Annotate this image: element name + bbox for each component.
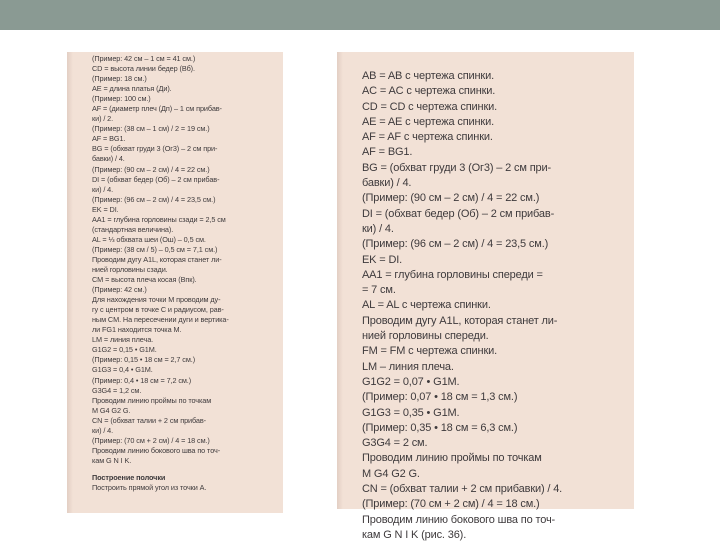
section-heading: Построение полочки: [92, 472, 166, 482]
text-line: ки) / 4.: [92, 425, 114, 435]
text-line: Проводим дугу A1L, которая станет ли-: [92, 254, 222, 264]
text-line: G1G3 = 0,4 • G1M.: [92, 365, 153, 375]
text-line: бавки) / 4.: [362, 177, 412, 190]
section-text: Построить прямой угол из точки A.: [92, 482, 207, 492]
text-line: нией горловины сзади.: [92, 264, 168, 274]
text-line: G1G3 = 0,35 • G1M.: [362, 406, 460, 419]
text-line: кам G N I K (рис. 36).: [362, 528, 467, 541]
text-line: (Пример: (90 см – 2 см) / 4 = 22 см.): [362, 192, 540, 205]
text-line: нией горловины спереди.: [362, 330, 489, 343]
text-line: AE = длина платья (Ди).: [92, 84, 172, 94]
text-line: (стандартная величина).: [92, 224, 174, 234]
text-line: AC = AC с чертежа спинки.: [362, 85, 496, 98]
text-line: бавки) / 4.: [92, 154, 125, 164]
text-line: CM = высота плеча косая (Впк).: [92, 275, 197, 285]
text-line: ным CM. На пересечении дуги и вертика-: [92, 315, 229, 325]
text-line: AA1 = глубина горловины спереди =: [362, 268, 543, 281]
text-line: (Пример: (96 см – 2 см) / 4 = 23,5 см.): [362, 238, 549, 251]
page-edge-shadow: [67, 52, 73, 513]
right-page-text: [337, 52, 634, 543]
text-line: ли FG1 находится точка M.: [92, 325, 182, 335]
text-line: G1G2 = 0,07 • G1M.: [362, 375, 460, 388]
text-line: AL = ⅓ обхвата шеи (Ош) – 0,5 см.: [92, 234, 206, 244]
text-line: G3G4 = 2 см.: [362, 437, 428, 450]
text-line: (Пример: (96 см – 2 см) / 4 = 23,5 см.): [92, 194, 216, 204]
text-line: CD = высота линии бедер (Вб).: [92, 64, 195, 74]
text-line: LM – линия плеча.: [362, 360, 454, 373]
text-line: G1G2 = 0,15 • G1M.: [92, 345, 157, 355]
text-line: CN = (обхват талии + 2 см прибав-: [92, 415, 206, 425]
text-line: Проводим линию проймы по точкам: [362, 452, 542, 465]
text-line: Проводим дугу A1L, которая станет ли-: [362, 314, 558, 327]
text-line: (Пример: 0,07 • 18 см = 1,3 см.): [362, 391, 518, 404]
text-line: (Пример: (70 см + 2 см) / 4 = 18 см.): [362, 498, 540, 511]
text-line: (Пример: 100 см.): [92, 94, 151, 104]
page-edge-shadow: [337, 52, 343, 509]
text-line: AF = BG1.: [92, 134, 126, 144]
text-line: EK = DI.: [362, 253, 403, 266]
text-line: ки) / 4.: [362, 222, 394, 235]
text-line: (Пример: 0,35 • 18 см = 6,3 см.): [362, 421, 518, 434]
text-line: кам G N I K.: [92, 455, 132, 465]
slide-top-bar: [0, 0, 720, 30]
text-line: Проводим линию бокового шва по точ-: [362, 513, 556, 526]
text-line: DI = (обхват бедер (Об) – 2 см прибав-: [92, 174, 220, 184]
scanned-page-right: [337, 52, 634, 541]
text-line: (Пример: (70 см + 2 см) / 4 = 18 см.): [92, 435, 210, 445]
text-line: M G4 G2 G.: [362, 467, 420, 480]
text-line: ки) / 2.: [92, 114, 114, 124]
text-line: AE = AE с чертежа спинки.: [362, 115, 494, 128]
text-line: AA1 = глубина горловины сзади = 2,5 см: [92, 214, 226, 224]
text-line: (Пример: 0,4 • 18 см = 7,2 см.): [92, 375, 192, 385]
text-line: Проводим линию бокового шва по точ-: [92, 445, 221, 455]
text-line: (Пример: (90 см – 2 см) / 4 = 22 см.): [92, 164, 210, 174]
text-line: M G4 G2 G.: [92, 405, 131, 415]
text-line: AF = (диаметр плеч (Дп) – 1 см прибав-: [92, 104, 222, 114]
text-line: (Пример: 42 см.): [92, 285, 147, 295]
text-line: (Пример: (38 см – 1 см) / 2 = 19 см.): [92, 124, 210, 134]
text-line: LM = линия плеча.: [92, 335, 154, 345]
text-line: Для нахождения точки M проводим ду-: [92, 295, 221, 305]
text-line: (Пример: (38 см / 5) – 0,5 см = 7,1 см.): [92, 244, 218, 254]
text-line: AF = AF с чертежа спинки.: [362, 131, 493, 144]
text-line: FM = FM с чертежа спинки.: [362, 345, 498, 358]
text-line: BG = (обхват груди 3 (Ог3) – 2 см при-: [362, 161, 551, 174]
text-line: AF = BG1.: [362, 146, 413, 159]
scanned-page-left: [67, 52, 283, 513]
text-line: DI = (обхват бедер (Об) – 2 см прибав-: [362, 207, 555, 220]
text-line: EK = DI.: [92, 204, 119, 214]
text-line: ки) / 4.: [92, 184, 114, 194]
text-line: AL = AL с чертежа спинки.: [362, 299, 491, 312]
text-line: (Пример: 0,15 • 18 см = 2,7 см.): [92, 355, 196, 365]
text-line: G3G4 = 1,2 см.: [92, 385, 142, 395]
text-line: (Пример: 18 см.): [92, 74, 147, 84]
text-line: гу с центром в точке C и радиусом, рав-: [92, 305, 224, 315]
text-line: (Пример: 42 см – 1 см = 41 см.): [92, 54, 196, 63]
text-line: AB = AB с чертежа спинки.: [362, 70, 494, 82]
text-line: CN = (обхват талии + 2 см прибавки) / 4.: [362, 483, 563, 496]
text-line: BG = (обхват груди 3 (Ог3) – 2 см при-: [92, 144, 218, 154]
text-line: = 7 см.: [362, 284, 396, 297]
text-line: Проводим линию проймы по точкам: [92, 395, 212, 405]
left-page-text: [67, 52, 283, 466]
text-line: CD = CD с чертежа спинки.: [362, 100, 498, 113]
